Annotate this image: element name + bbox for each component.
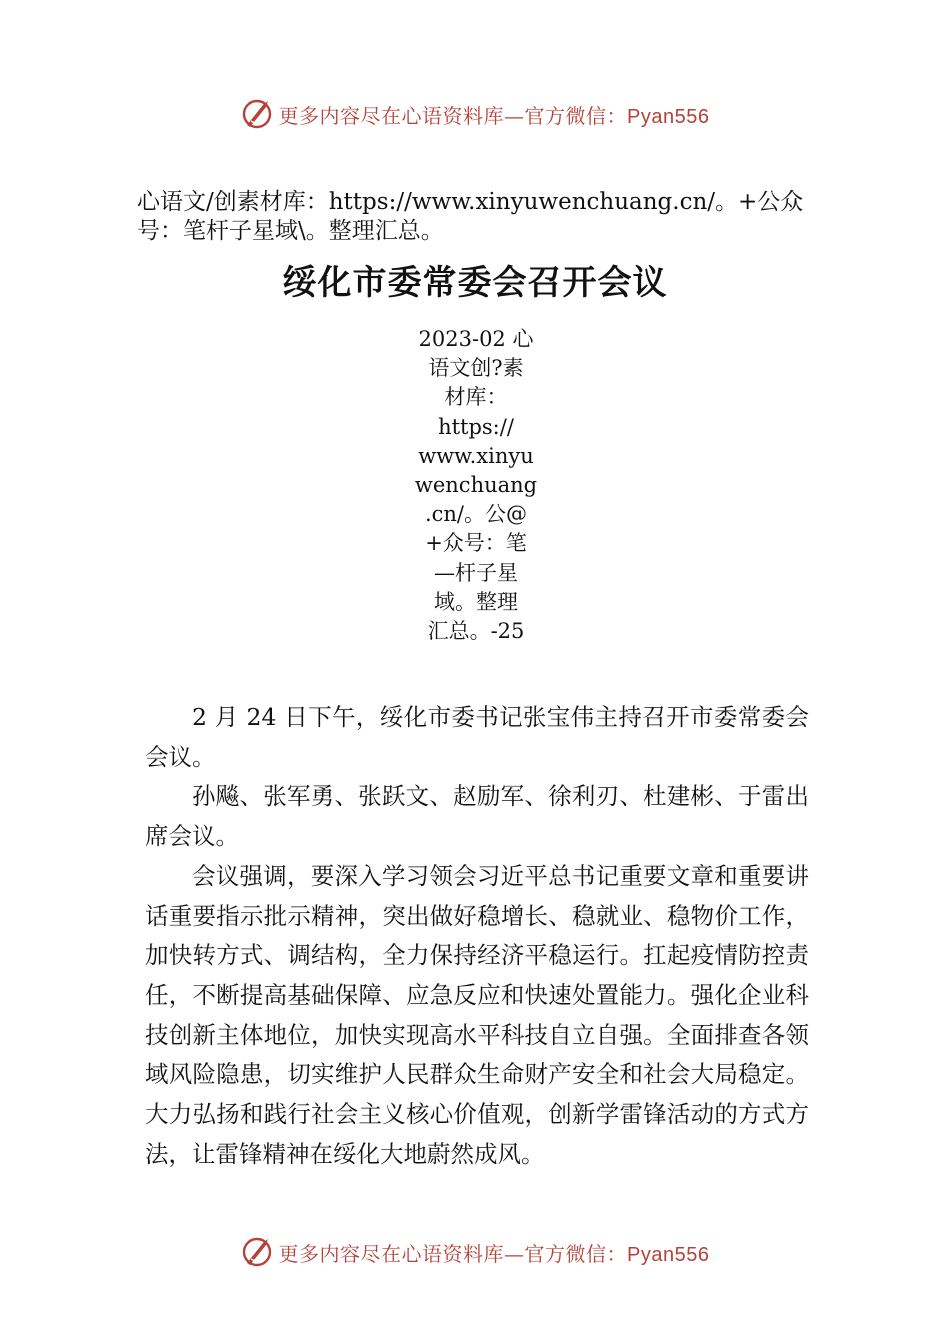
paragraph-meeting-emphasis: 会议强调，要深入学习领会习近平总书记重要文章和重要讲话重要指示批示精神，突出做好稳增长、稳就业、稳物价工作，加快转方式、调结构，全力保持经济平稳运行。扛起疫情防控责任，不断提高基础保障、应急反应和快速处置能力。强化企业科技创新主体地位，加快实现高水平科技自立自强。全面排查各领域风险隐患，切实维护人民群众生命财产安全和社会大局稳定。大力弘扬和践行社会主义核心价值观，创新学雷锋活动的方式方法，让雷锋精神在绥化大地蔚然成风。 [145, 861, 809, 1168]
pen-logo-icon [241, 1235, 275, 1269]
source-line: 心语文/创素材库：https://www.xinyuwenchuang.cn/。+公众号：笔杆子星域\。整理汇总。 [137, 189, 804, 244]
meta-line: .cn/。公@ [424, 502, 528, 527]
meta-line: www.xinyu [418, 443, 534, 468]
watermark-text [279, 1238, 710, 1267]
watermark-main-text: 更多内容尽在心语资料库—官方微信： [278, 103, 628, 128]
meta-line: https:// [438, 414, 514, 439]
paragraph-meeting-date: 2 月 24 日下午，绥化市委书记张宝伟主持召开市委常委会会议。 [145, 703, 809, 771]
meta-line: 语文创?素 [428, 356, 524, 381]
meta-line: 2023-02 心 [418, 327, 534, 351]
watermark-text [279, 100, 710, 129]
pen-logo-icon [241, 97, 275, 131]
meta-line: +众号：笔 [425, 531, 527, 556]
watermark-handle: Pyan556 [627, 1243, 710, 1266]
meta-line: 域。整理 [434, 589, 518, 614]
watermark-banner-bottom [0, 1232, 950, 1272]
meta-line: 汇总。-25 [427, 619, 525, 644]
watermark-banner-top [0, 94, 950, 134]
meta-column [414, 325, 538, 646]
meta-line: 材库： [444, 385, 508, 410]
meta-line: wenchuang [414, 473, 538, 498]
article-body [145, 698, 809, 1174]
meta-line: —杆子星 [434, 560, 518, 585]
paragraph-attendees: 孙飚、张军勇、张跃文、赵励军、徐利刃、杜建彬、于雷出席会议。 [145, 782, 809, 851]
watermark-handle: Pyan556 [627, 105, 710, 128]
watermark-main-text: 更多内容尽在心语资料库—官方微信： [278, 1241, 628, 1266]
page-title: 绥化市委常委会召开会议 [282, 263, 668, 303]
